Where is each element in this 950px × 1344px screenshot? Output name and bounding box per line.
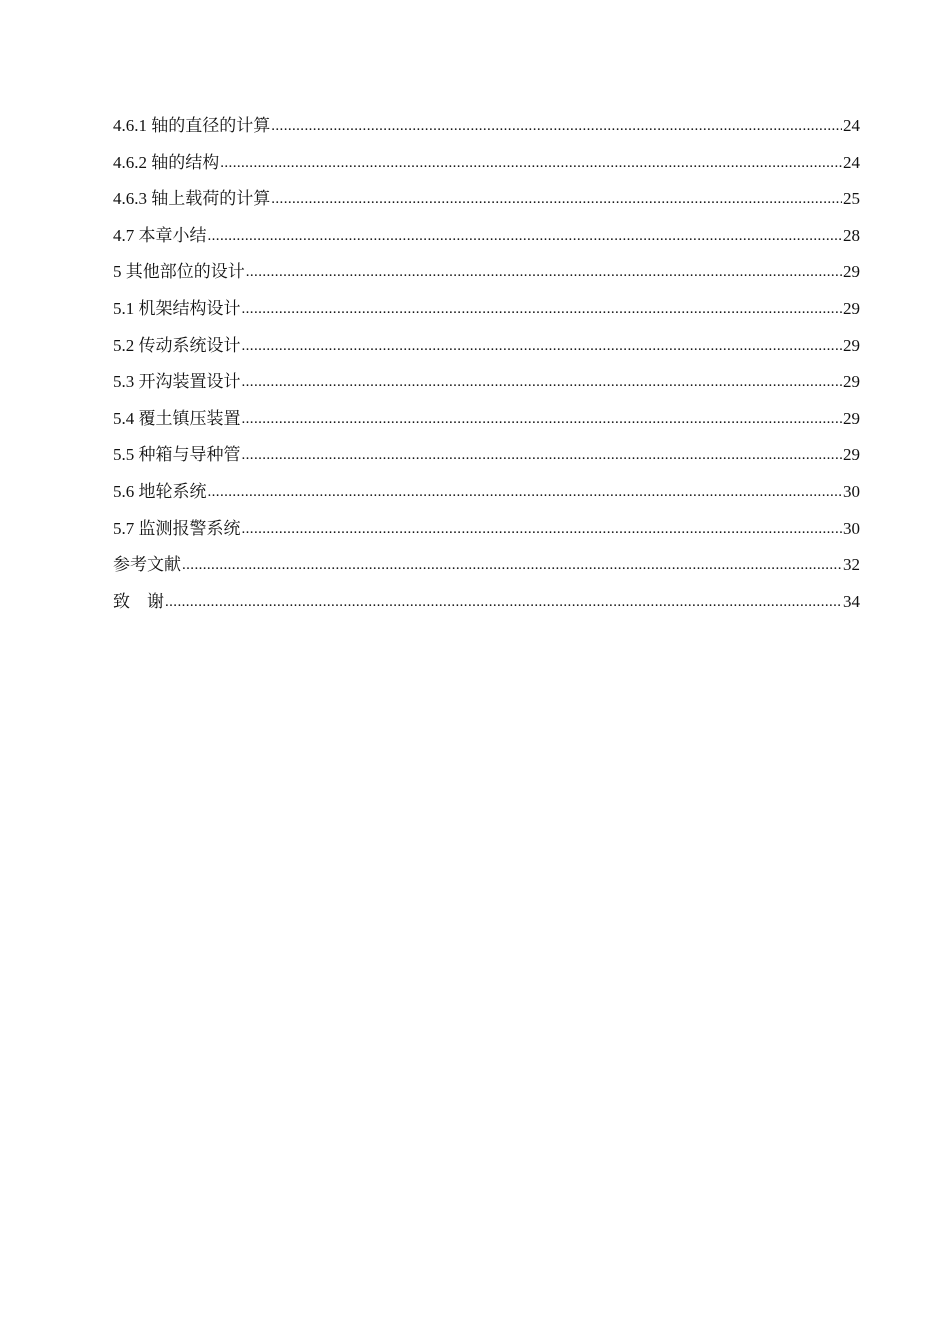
toc-entry-label: 致 谢	[113, 591, 164, 611]
toc-dot-leader	[208, 224, 843, 247]
toc-entry-label: 5.5 种箱与导种管	[113, 445, 241, 465]
toc-entry-label: 参考文献	[113, 555, 181, 575]
toc-entry-label: 4.6.1 轴的直径的计算	[113, 116, 271, 135]
toc-entry-4-6-3[interactable]	[113, 188, 860, 225]
toc-entry-5-1[interactable]	[113, 298, 860, 335]
toc-dot-leader	[242, 297, 843, 320]
toc-entry-5-3[interactable]	[113, 371, 860, 408]
toc-entry-page: 30	[843, 481, 860, 501]
toc-entry-label: 4.6.2 轴的结构	[113, 152, 220, 172]
toc-dot-leader	[182, 553, 842, 576]
toc-entry-label: 5.2 传动系统设计	[113, 335, 241, 355]
toc-entry-page: 28	[843, 225, 860, 245]
toc-entry-4-6-1[interactable]	[113, 115, 860, 152]
toc-entry-label: 4.6.3 轴上载荷的计算	[113, 189, 271, 209]
toc-dot-leader	[220, 151, 842, 174]
toc-entry-page: 32	[843, 555, 860, 575]
toc-entry-label: 4.7 本章小结	[113, 225, 207, 245]
toc-entry-5[interactable]	[113, 261, 860, 298]
toc-entry-5-2[interactable]	[113, 335, 860, 372]
toc-entry-page: 30	[843, 518, 860, 538]
toc-entry-page: 24	[843, 152, 860, 172]
toc-entry-page: 29	[843, 445, 860, 465]
toc-entry-4-7[interactable]	[113, 225, 860, 262]
toc-dot-leader	[271, 187, 842, 210]
toc-dot-leader	[271, 114, 842, 137]
toc-entry-5-7[interactable]	[113, 518, 860, 555]
toc-entry-label: 5.3 开沟装置设计	[113, 372, 241, 392]
toc-entry-label: 5.7 监测报警系统	[113, 518, 241, 538]
toc-entry-page: 29	[843, 372, 860, 392]
toc-dot-leader	[165, 590, 842, 613]
toc-entry-page: 25	[843, 189, 860, 209]
toc-entry-label: 5.6 地轮系统	[113, 481, 207, 501]
toc-entry-page: 29	[843, 298, 860, 318]
toc-entry-page: 29	[843, 262, 860, 282]
toc-entry-label: 5 其他部位的设计	[113, 262, 245, 282]
toc-entry-page: 24	[843, 116, 860, 135]
toc-entry-page: 29	[843, 408, 860, 428]
toc-entry-acknowledgements[interactable]	[113, 591, 860, 628]
toc-entry-5-5[interactable]	[113, 444, 860, 481]
toc-dot-leader	[242, 334, 843, 357]
toc-entry-4-6-2[interactable]	[113, 152, 860, 189]
table-of-contents	[113, 115, 860, 627]
toc-entry-5-6[interactable]	[113, 481, 860, 518]
toc-dot-leader	[208, 480, 843, 503]
toc-dot-leader	[242, 443, 843, 466]
toc-entry-5-4[interactable]	[113, 408, 860, 445]
toc-entry-page: 34	[843, 591, 860, 611]
toc-dot-leader	[242, 407, 843, 430]
toc-dot-leader	[246, 260, 842, 283]
toc-dot-leader	[242, 517, 843, 540]
toc-dot-leader	[242, 370, 843, 393]
toc-entry-label: 5.4 覆土镇压装置	[113, 408, 241, 428]
toc-entry-page: 29	[843, 335, 860, 355]
toc-entry-references[interactable]	[113, 554, 860, 591]
toc-entry-label: 5.1 机架结构设计	[113, 298, 241, 318]
